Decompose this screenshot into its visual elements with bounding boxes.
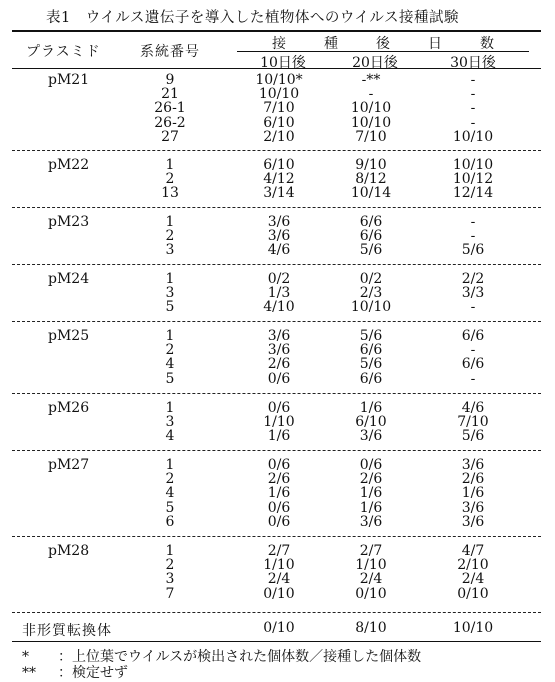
line-number: 3 [165,285,175,302]
day20-cell: 6/6 [359,370,383,387]
control-row [0,620,555,638]
day20-cell: 1/6 [359,485,383,502]
control-day20: 8/10 [355,620,387,636]
line-number: 9 [165,72,175,88]
day20-cell: 5/6 [359,242,383,259]
day20-cell: 2/3 [359,285,383,302]
day10-cell: 1/10 [263,557,295,574]
line-number: 13 [161,185,179,202]
header-char: 数 [480,36,494,52]
table-row [0,242,555,258]
footnote-text: ：検定せず [58,665,128,681]
day10-cell: 3/6 [267,342,291,359]
table-row [0,586,555,602]
day30-cell: 2/6 [461,471,485,488]
line-number: 1 [165,214,175,230]
day20-cell: 6/6 [359,228,383,245]
line-number: 3 [165,242,175,259]
day10-cell: 2/6 [267,356,291,373]
line-number: 3 [165,414,175,431]
day20-cell: 0/6 [359,457,383,473]
line-number: 2 [165,171,175,188]
day20-cell: 2/4 [359,571,383,588]
header-day-30: 30日後 [450,55,496,71]
group-divider [12,150,541,151]
day10-cell: 4/12 [263,171,295,188]
line-number: 2 [165,228,175,245]
day30-cell: 3/6 [461,513,485,530]
table-title: 表1 ウイルス遺伝子を導入した植物体へのウイルス接種試験 [46,10,459,26]
header-char: 接 [272,36,286,52]
header-char: 日 [428,36,442,52]
day20-cell: 10/10 [350,114,392,131]
line-number: 2 [165,471,175,488]
group-divider [12,264,541,265]
day30-cell: 6/6 [461,356,485,373]
line-number: 5 [165,299,175,316]
header-bottom-rule [12,68,541,69]
group-divider [12,321,541,322]
line-number: 4 [165,356,175,373]
day10-cell: 10/10* [255,72,303,88]
day30-cell: 4/7 [461,543,485,559]
plasmid-name: pM25 [48,328,90,344]
line-number: 1 [165,157,175,173]
day10-cell: 4/6 [267,242,291,259]
line-number: 2 [165,557,175,574]
day10-cell: 1/10 [263,414,295,431]
header-plasmid: プラスミド [26,44,101,60]
day30-cell: 4/6 [461,400,485,416]
plasmid-name: pM23 [48,214,90,230]
day30-cell: - [470,228,476,245]
day30-cell: 5/6 [461,428,485,445]
header-days-after-inoculation [237,33,529,53]
day20-cell: 10/10 [350,299,392,316]
day10-cell: 0/6 [267,499,291,516]
footnote-text: ：上位葉でウイルスが検出された個体数／接種した個体数 [58,649,422,665]
day30-cell: - [470,100,476,117]
line-number: 26-1 [154,100,186,117]
day10-cell: 2/6 [267,471,291,488]
day30-cell: 2/2 [461,271,485,287]
plasmid-name: pM28 [48,543,90,559]
day20-cell: 7/10 [355,128,387,145]
line-number: 2 [165,342,175,359]
line-number: 1 [165,543,175,559]
line-number: 1 [165,271,175,287]
line-number: 27 [161,128,179,145]
day20-cell: 3/6 [359,513,383,530]
day30-cell: 2/10 [457,557,489,574]
group-divider [12,207,541,208]
day20-cell: 0/2 [359,271,383,287]
day20-cell: -** [361,72,381,88]
line-number: 5 [165,370,175,387]
day30-cell: 2/4 [461,571,485,588]
day10-cell: 0/6 [267,400,291,416]
day20-cell: 3/6 [359,428,383,445]
day30-cell: 5/6 [461,242,485,259]
day30-cell: 3/6 [461,457,485,473]
day20-cell: - [368,86,374,103]
header-day-10: 10日後 [260,55,306,71]
line-number: 5 [165,499,175,516]
control-label: 非形質転換体 [22,623,112,639]
day30-cell: - [470,299,476,316]
day20-cell: 9/10 [355,157,387,173]
table-row [0,371,555,387]
day30-cell: 6/6 [461,328,485,344]
day30-cell: - [470,370,476,387]
day10-cell: 4/10 [263,299,295,316]
day10-cell: 0/10 [263,585,295,602]
day10-cell: 3/6 [267,214,291,230]
header-day-20: 20日後 [352,55,398,71]
plasmid-name: pM24 [48,271,90,287]
day30-cell: 10/10 [452,157,494,173]
day20-cell: 6/6 [359,214,383,230]
day30-cell: - [470,72,476,88]
line-number: 1 [165,400,175,416]
day30-cell: 7/10 [457,414,489,431]
day10-cell: 10/10 [258,86,300,103]
bottom-rule [12,641,541,642]
table-row [0,299,555,315]
footnote-mark: * [22,649,29,665]
day20-cell: 5/6 [359,356,383,373]
day10-cell: 2/4 [267,571,291,588]
group-divider [12,393,541,394]
group-divider [12,536,541,537]
plasmid-name: pM22 [48,157,90,173]
line-number: 3 [165,571,175,588]
line-number: 1 [165,457,175,473]
header-char: 種 [324,36,338,52]
day30-cell: 10/10 [452,128,494,145]
day20-cell: 2/7 [359,543,383,559]
line-number: 6 [165,513,175,530]
day30-cell: 0/10 [457,585,489,602]
day20-cell: 10/14 [350,185,392,202]
day10-cell: 3/6 [267,228,291,245]
day30-cell: - [470,342,476,359]
header-char: 後 [376,36,390,52]
day10-cell: 0/2 [267,271,291,287]
line-number: 26-2 [154,114,186,131]
group-divider [12,450,541,451]
day20-cell: 6/6 [359,342,383,359]
day20-cell: 5/6 [359,328,383,344]
day10-cell: 6/10 [263,157,295,173]
day10-cell: 2/10 [263,128,295,145]
top-rule [12,30,541,32]
day30-cell: 12/14 [452,185,494,202]
day30-cell: - [470,86,476,103]
header-line-number: 系統番号 [140,44,200,60]
line-number: 4 [165,428,175,445]
day10-cell: 0/6 [267,513,291,530]
line-number: 4 [165,485,175,502]
day30-cell: 3/3 [461,285,485,302]
footnote [22,662,542,682]
table-row [0,129,555,145]
plasmid-name: pM27 [48,457,90,473]
control-day10: 0/10 [263,620,295,636]
day10-cell: 0/6 [267,457,291,473]
plasmid-name: pM26 [48,400,90,416]
day20-cell: 2/6 [359,471,383,488]
table-row [0,514,555,530]
day30-cell: - [470,114,476,131]
day10-cell: 3/14 [263,185,295,202]
day20-cell: 1/10 [355,557,387,574]
day30-cell: 10/12 [452,171,494,188]
day30-cell: - [470,214,476,230]
day30-cell: 3/6 [461,499,485,516]
day20-cell: 1/6 [359,400,383,416]
day30-cell: 1/6 [461,485,485,502]
day10-cell: 7/10 [263,100,295,117]
group-divider [12,612,541,613]
control-day30: 10/10 [452,620,494,636]
line-number: 1 [165,328,175,344]
day10-cell: 1/3 [267,285,291,302]
line-number: 21 [161,86,179,103]
day10-cell: 6/10 [263,114,295,131]
footnote-mark: ** [22,665,36,681]
day10-cell: 1/6 [267,485,291,502]
day10-cell: 1/6 [267,428,291,445]
day20-cell: 8/12 [355,171,387,188]
day20-cell: 1/6 [359,499,383,516]
day20-cell: 10/10 [350,100,392,117]
day10-cell: 0/6 [267,370,291,387]
day20-cell: 6/10 [355,414,387,431]
day20-cell: 0/10 [355,585,387,602]
line-number: 7 [165,585,175,602]
plasmid-name: pM21 [48,72,90,88]
table-row [0,185,555,201]
day10-cell: 2/7 [267,543,291,559]
table-row [0,428,555,444]
day10-cell: 3/6 [267,328,291,344]
